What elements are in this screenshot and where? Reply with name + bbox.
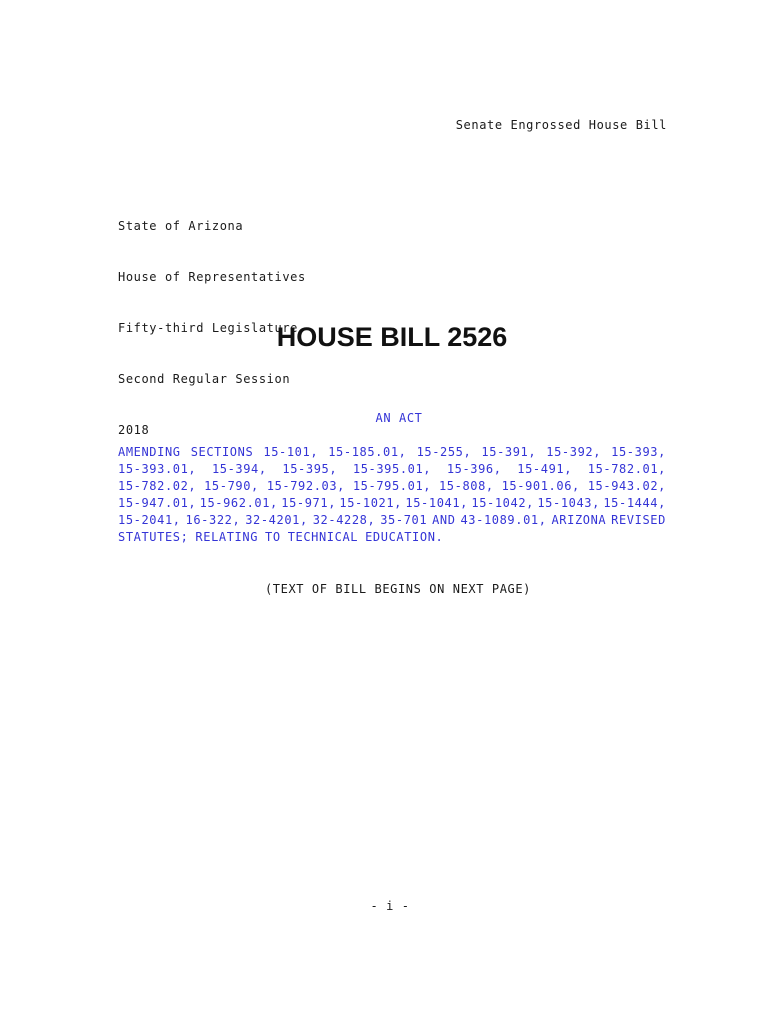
- title-word: TO: [265, 530, 281, 544]
- engrossed-label: Senate Engrossed House Bill: [455, 118, 667, 132]
- title-word: 15-808,: [438, 479, 494, 493]
- title-word: EDUCATION.: [365, 530, 444, 544]
- title-line: [118, 478, 666, 495]
- title-word: 15-947.01,: [118, 496, 197, 510]
- title-word: 15-1444,: [603, 496, 666, 510]
- title-word: 43-1089.01,: [460, 513, 547, 527]
- title-word: ARIZONA: [551, 513, 607, 527]
- title-word: 15-395,: [282, 462, 338, 476]
- bill-title: HOUSE BILL 2526: [276, 322, 508, 352]
- title-word: 15-393,: [611, 445, 666, 459]
- state-line: State of Arizona: [118, 219, 244, 233]
- title-word: AMENDING: [118, 445, 181, 459]
- title-word: 15-1041,: [405, 496, 468, 510]
- session-line: Second Regular Session: [118, 372, 291, 386]
- title-word: 15-395.01,: [352, 462, 432, 476]
- title-word: 15-782.02,: [118, 479, 197, 493]
- title-word: 15-101,: [263, 445, 319, 459]
- title-word: TECHNICAL: [287, 530, 359, 544]
- title-word: 15-392,: [546, 445, 602, 459]
- title-word: 15-491,: [517, 462, 573, 476]
- page-number: - i -: [370, 899, 410, 913]
- an-act-label: AN ACT: [375, 411, 423, 425]
- title-word: 16-322,: [185, 513, 241, 527]
- title-word: 15-394,: [211, 462, 267, 476]
- title-word: 32-4201,: [245, 513, 308, 527]
- title-word: 15-1043,: [537, 496, 600, 510]
- title-word: 15-795.01,: [352, 479, 432, 493]
- title-word: 15-792.03,: [266, 479, 345, 493]
- title-word: 15-396,: [446, 462, 502, 476]
- chamber-line: House of Representatives: [118, 270, 306, 284]
- title-word: 15-255,: [416, 445, 472, 459]
- title-word: 15-782.01,: [587, 462, 666, 476]
- text-begins-note: (TEXT OF BILL BEGINS ON NEXT PAGE): [264, 582, 532, 596]
- title-word: 15-391,: [481, 445, 537, 459]
- title-word: 15-185.01,: [328, 445, 407, 459]
- title-line: [118, 444, 666, 461]
- title-word: REVISED: [611, 513, 666, 527]
- title-word: SECTIONS: [190, 445, 254, 459]
- title-word: 15-393.01,: [118, 462, 197, 476]
- title-line: [118, 461, 666, 478]
- title-word: 15-971,: [281, 496, 337, 510]
- title-word: 32-4228,: [312, 513, 376, 527]
- title-word: 15-962.01,: [199, 496, 278, 510]
- title-word: 35-701: [380, 513, 428, 527]
- title-word: 15-790,: [204, 479, 259, 493]
- title-word: 15-1042,: [471, 496, 534, 510]
- title-line: [118, 512, 666, 529]
- title-line: [118, 529, 666, 546]
- title-word: 15-943.02,: [587, 479, 666, 493]
- title-word: 15-1021,: [339, 496, 403, 510]
- year-line: 2018: [118, 423, 150, 437]
- bill-title-text: [118, 444, 666, 546]
- legislature-line: Fifty-third Legislature: [118, 321, 298, 335]
- title-word: AND: [432, 513, 456, 527]
- title-word: 15-901.06,: [501, 479, 580, 493]
- title-word: STATUTES;: [118, 530, 189, 544]
- title-word: RELATING: [195, 530, 259, 544]
- title-line: [118, 495, 666, 512]
- title-word: 15-2041,: [118, 513, 181, 527]
